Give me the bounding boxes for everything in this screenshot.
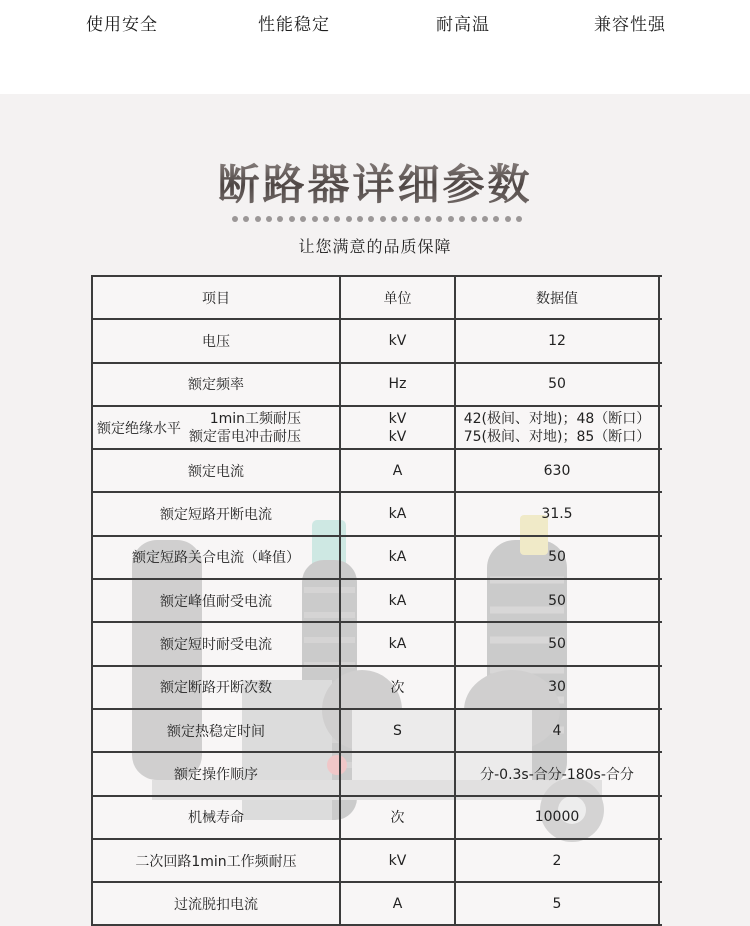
row-value: 分-0.3s-合分-180s-合分 <box>456 753 660 794</box>
insulation-unit2: kV <box>388 428 407 445</box>
insulation-value2: 75(极间、对地)；85（断口） <box>463 428 651 445</box>
table-row-insulation <box>93 407 662 450</box>
row-unit: kV <box>341 320 456 361</box>
table-row <box>93 753 662 796</box>
table-row <box>93 623 662 666</box>
row-value: 30 <box>456 667 660 708</box>
row-value: 50 <box>456 580 660 621</box>
row-unit: Hz <box>341 364 456 405</box>
table-row <box>93 710 662 753</box>
parameters-table <box>91 275 662 926</box>
table-row <box>93 320 662 363</box>
header-item: 项目 <box>93 277 341 318</box>
insulation-label: 额定绝缘水平 <box>97 420 181 437</box>
dot-divider <box>232 214 522 224</box>
insulation-sub2: 额定雷电冲击耐压 <box>189 428 301 445</box>
row-unit: A <box>341 883 456 924</box>
row-value: 12 <box>456 320 660 361</box>
row-item: 额定断路开断次数 <box>93 667 341 708</box>
row-value: 50 <box>456 364 660 405</box>
table-header-row <box>93 277 662 320</box>
table-row <box>93 450 662 493</box>
insulation-value <box>456 407 660 448</box>
table-row <box>93 364 662 407</box>
feature-compatibility: 兼容性强 <box>594 15 666 35</box>
row-value: 2 <box>456 840 660 881</box>
insulation-sub1: 1min工频耐压 <box>209 410 301 427</box>
row-value: 50 <box>456 537 660 578</box>
row-item: 额定短路开断电流 <box>93 493 341 534</box>
feature-band <box>0 0 750 94</box>
header-unit: 单位 <box>341 277 456 318</box>
row-unit: kA <box>341 623 456 664</box>
row-unit: kV <box>341 840 456 881</box>
row-value: 31.5 <box>456 493 660 534</box>
table-row <box>93 537 662 580</box>
header-value: 数据值 <box>456 277 660 318</box>
row-unit: kA <box>341 580 456 621</box>
insulation-value1: 42(极间、对地)；48（断口） <box>463 410 651 427</box>
row-item: 额定频率 <box>93 364 341 405</box>
table-row <box>93 667 662 710</box>
table-row <box>93 883 662 926</box>
row-item: 额定短路关合电流（峰值） <box>93 537 341 578</box>
row-value: 5 <box>456 883 660 924</box>
table-row <box>93 493 662 536</box>
row-unit: 次 <box>341 667 456 708</box>
feature-stability: 性能稳定 <box>258 15 330 35</box>
row-item: 额定电流 <box>93 450 341 491</box>
row-unit: kA <box>341 493 456 534</box>
row-item: 额定短时耐受电流 <box>93 623 341 664</box>
row-value: 630 <box>456 450 660 491</box>
row-unit: kA <box>341 537 456 578</box>
row-item: 二次回路1min工作频耐压 <box>93 840 341 881</box>
row-unit <box>341 753 456 794</box>
row-value: 4 <box>456 710 660 751</box>
insulation-unit <box>341 407 456 448</box>
row-unit: S <box>341 710 456 751</box>
row-item: 过流脱扣电流 <box>93 883 341 924</box>
table-row <box>93 840 662 883</box>
feature-heat-resistance: 耐高温 <box>436 15 490 35</box>
table-row <box>93 580 662 623</box>
row-unit: 次 <box>341 797 456 838</box>
row-value: 50 <box>456 623 660 664</box>
row-item: 额定热稳定时间 <box>93 710 341 751</box>
row-item: 额定操作顺序 <box>93 753 341 794</box>
row-unit: A <box>341 450 456 491</box>
table-row <box>93 797 662 840</box>
row-item: 电压 <box>93 320 341 361</box>
page-title: 断路器详细参数 <box>0 152 750 212</box>
row-item: 额定峰值耐受电流 <box>93 580 341 621</box>
insulation-unit1: kV <box>388 410 407 427</box>
row-value: 10000 <box>456 797 660 838</box>
row-item: 机械寿命 <box>93 797 341 838</box>
page-subtitle: 让您满意的品质保障 <box>298 237 452 256</box>
insulation-item <box>93 407 341 448</box>
feature-safety: 使用安全 <box>86 15 158 35</box>
